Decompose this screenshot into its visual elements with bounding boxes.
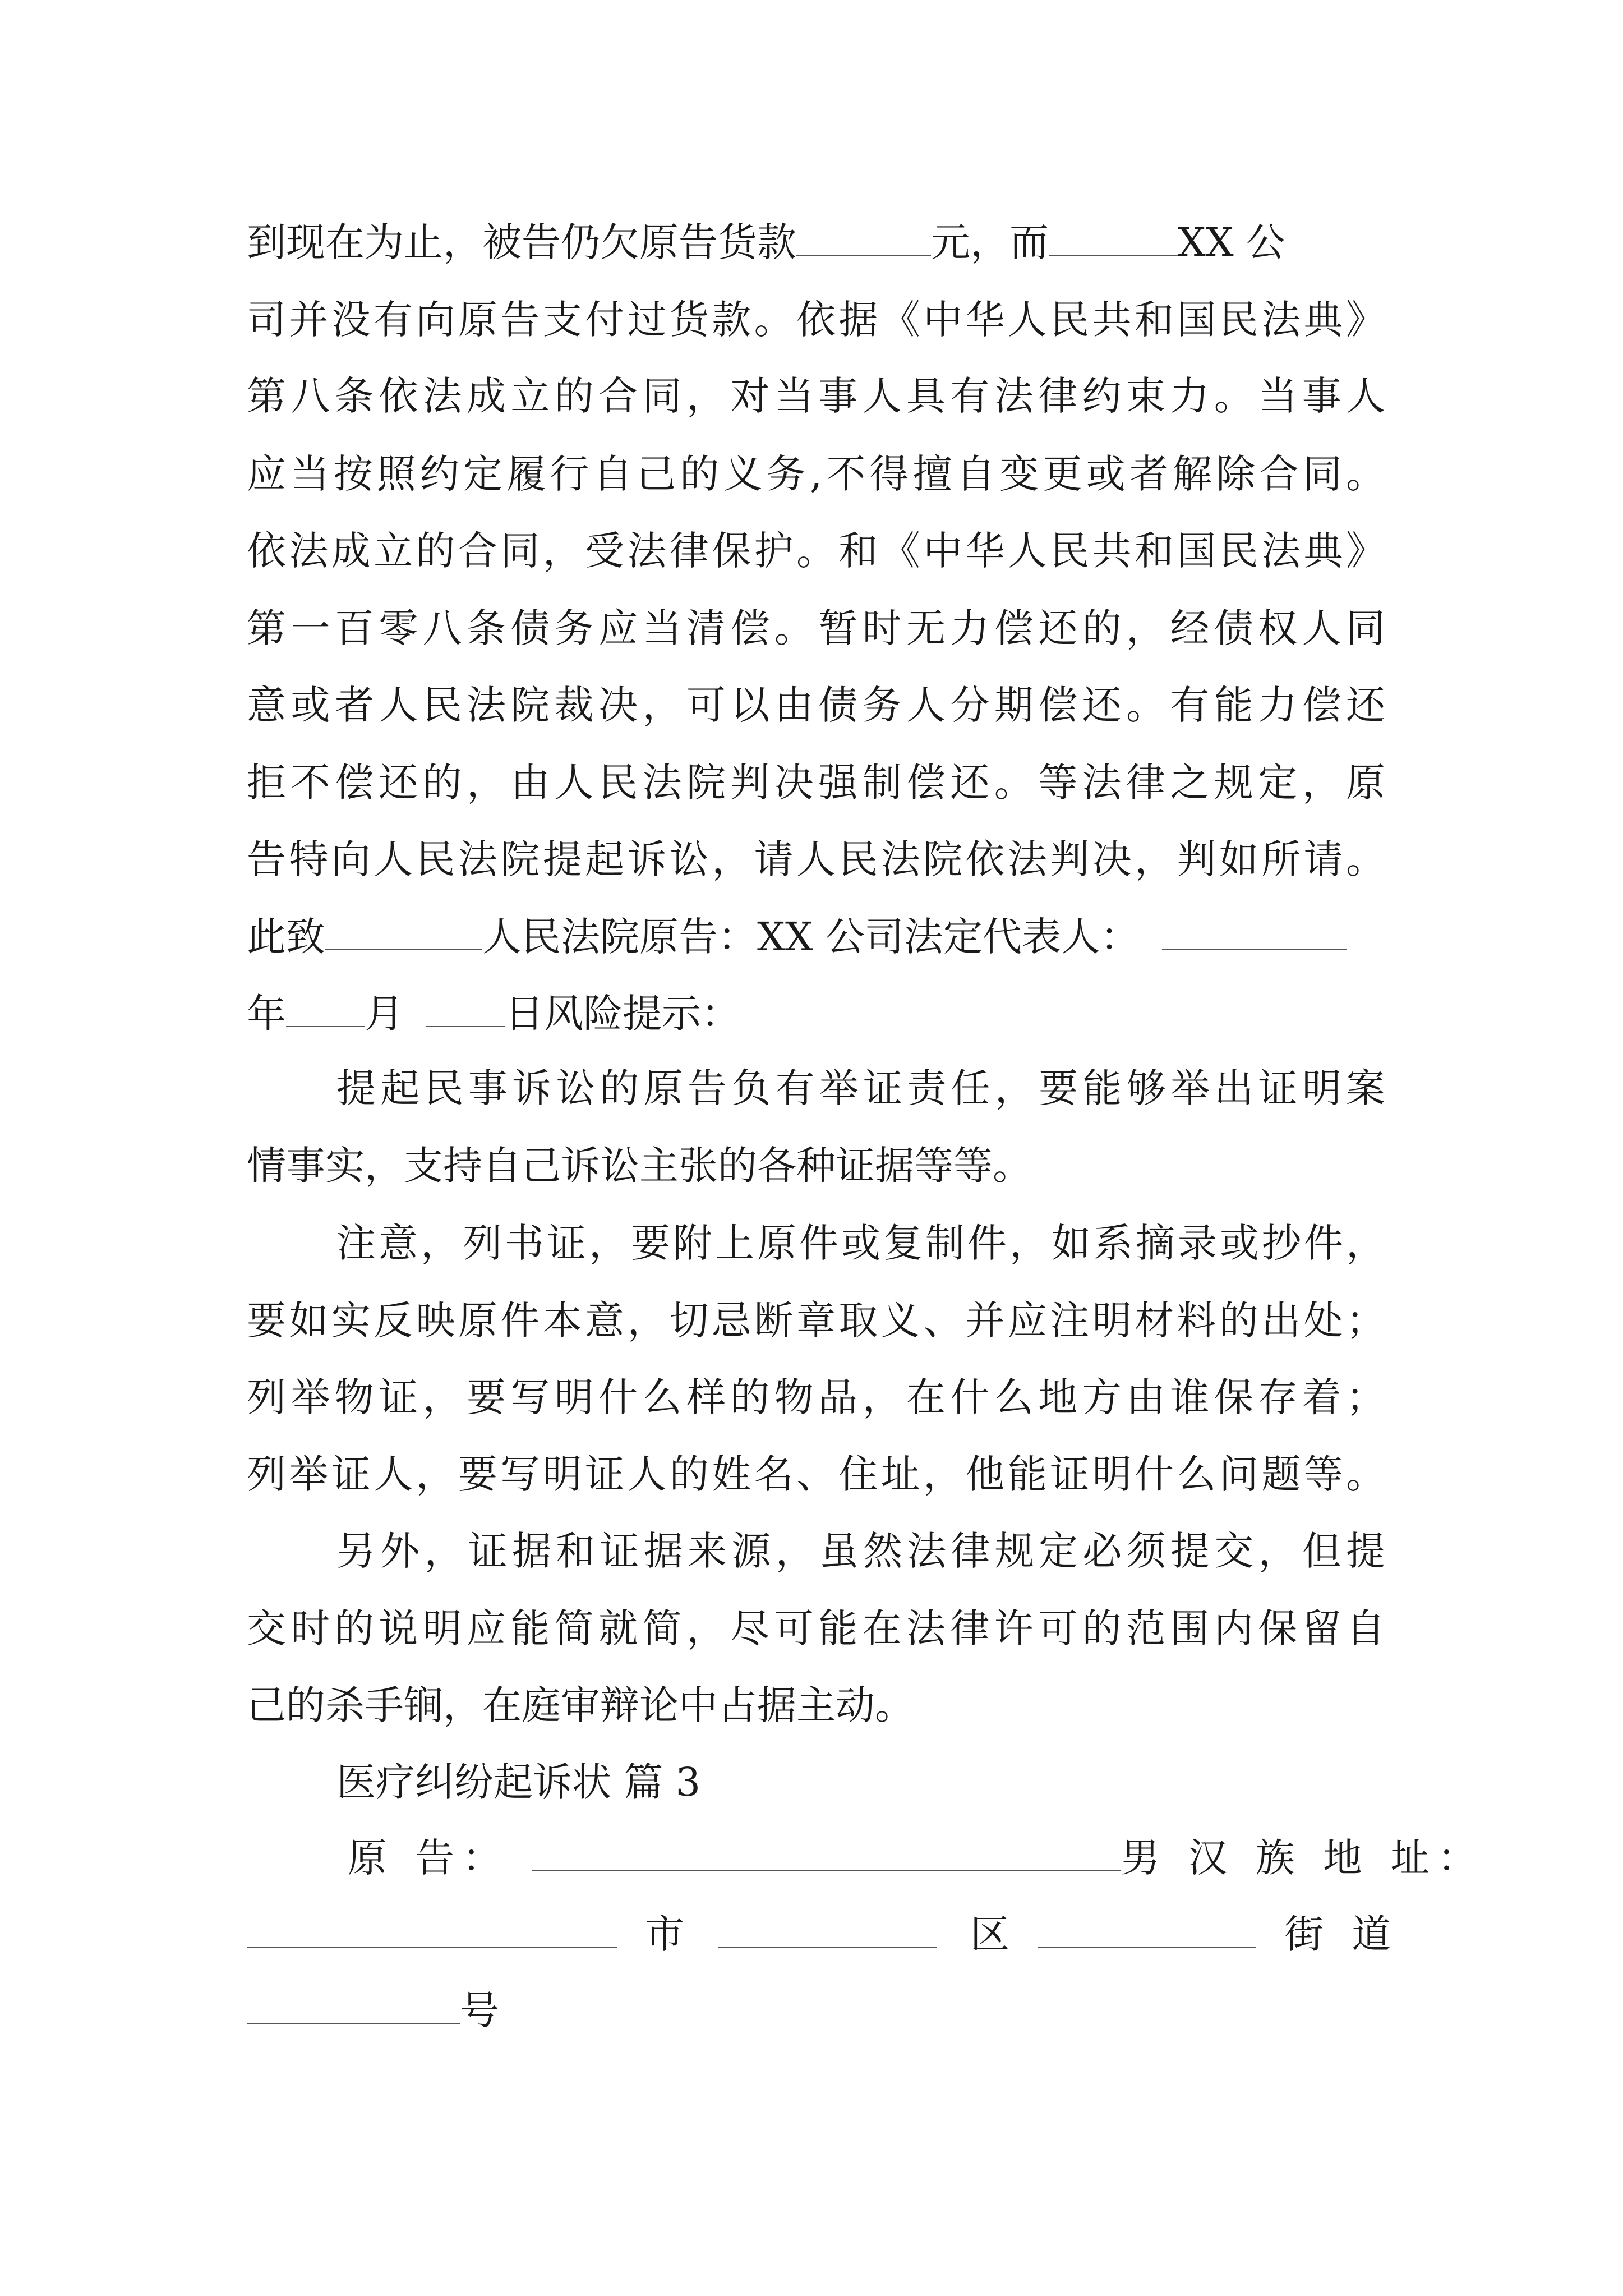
tip-line: 己的杀手锏，在庭审辩论中占据主动。 (247, 1682, 914, 1728)
tip-line: 提起民事诉讼的原告负有举证责任，要能够举出证明案 (336, 1065, 1385, 1111)
paragraph-line: 依法成立的合同，受法律保护。和《中华人民共和国民法典》 (247, 528, 1385, 574)
blank-legal-rep (1162, 913, 1347, 950)
blank-amount (796, 219, 931, 256)
tip-line: 情事实，支持自己诉讼主张的各种证据等等。 (247, 1143, 1032, 1189)
section-title: 医疗纠纷起诉状 篇 3 (336, 1759, 701, 1805)
blank-year (286, 990, 365, 1027)
paragraph-line: 司并没有向原告支付过货款。依据《中华人民共和国民法典》 (247, 297, 1385, 343)
blank-month (426, 990, 505, 1027)
tip-line: 列举证人，要写明证人的姓名、住址，他能证明什么问题等。 (247, 1451, 1385, 1497)
paragraph-line: 应当按照约定履行自己的义务,不得擅自变更或者解除合同。 (247, 451, 1385, 497)
blank-court (325, 913, 482, 950)
tip-line: 列举物证，要写明什么样的物品，在什么地方由谁保存着； (247, 1374, 1385, 1420)
blank-plaintiff-name (532, 1834, 1121, 1871)
paragraph-line: 第八条依法成立的合同，对当事人具有法律约束力。当事人 (247, 373, 1385, 419)
tip-line: 交时的说明应能简就简，尽可能在法律许可的范围内保留自 (247, 1605, 1385, 1651)
paragraph-line: 第一百零八条债务应当清偿。暂时无力偿还的，经债权人同 (247, 605, 1385, 651)
blank-street (247, 1987, 460, 2024)
paragraph-line: 告特向人民法院提起诉讼，请人民法院依法判决，判如所请。 (247, 836, 1385, 882)
paragraph-line: 此致 人民法院原告：XX 公司法定代表人： (247, 909, 1385, 965)
tip-line: 另外，证据和证据来源，虽然法律规定必须提交，但提 (336, 1528, 1385, 1574)
blank-district (1038, 1911, 1256, 1948)
tip-line: 要如实反映原件本意，切忌断章取义、并应注明材料的出处； (247, 1297, 1385, 1343)
address-line: 号 (247, 1982, 1385, 2039)
address-line: 市 区 街 道 (247, 1906, 1385, 1962)
paragraph-line: 年 月 日风险提示： (247, 991, 740, 1037)
paragraph-line: 意或者人民法院裁决，可以由债务人分期偿还。有能力偿还 (247, 682, 1385, 728)
blank-province (247, 1911, 617, 1948)
paragraph-line: 到现在为止，被告仍欠原告货款 元，而 XX 公 (247, 219, 1285, 265)
plaintiff-line: 原 告： 男 汉 族 地 址： (348, 1835, 1485, 1881)
tip-line: 注意，列书证，要附上原件或复制件，如系摘录或抄件， (336, 1220, 1385, 1266)
blank-city (718, 1911, 937, 1948)
blank-company (1049, 219, 1178, 256)
paragraph-line: 拒不偿还的，由人民法院判决强制偿还。等法律之规定，原 (247, 760, 1385, 806)
